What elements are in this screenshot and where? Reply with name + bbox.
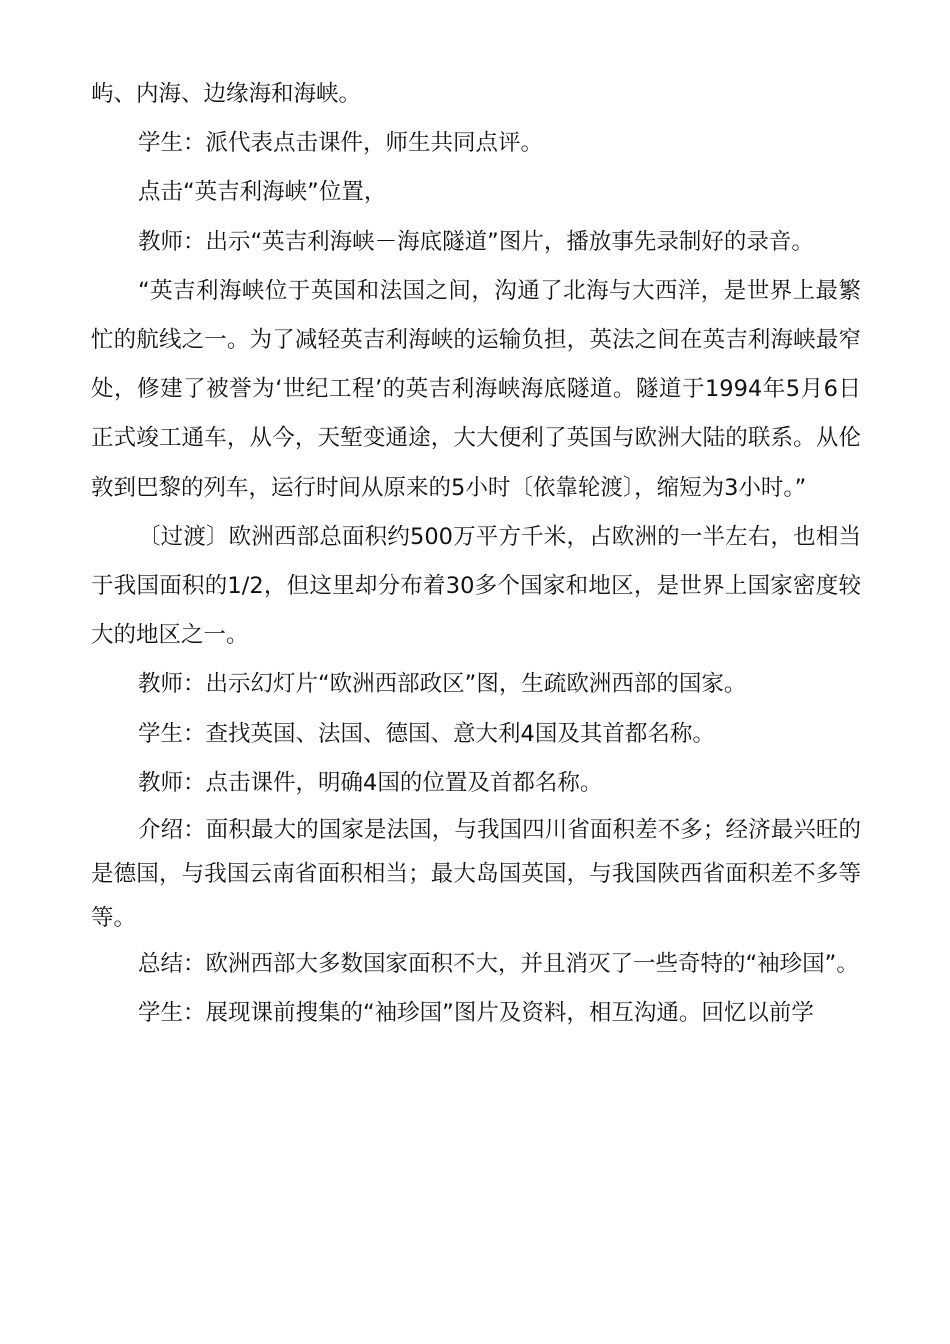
paragraph-3: 点击“英吉利海峡”位置，	[138, 179, 387, 206]
paragraph-5: “英吉利海峡位于英国和法国之间，沟通了北海与大西洋，是世界上最繁忙的航线之一。为了减轻英吉利海峡的运输负担，英法之间在英吉利海峡最窄处，修建了被誉为‘世纪工程’的英吉利海峡海底隧道。隧道于1994年5月6日正式竣工通车，从今，天堑变通途，大大便利了英国与欧洲大陆的联系。从伦敦到巴黎的列车，运行时间从原来的5小时〔依靠轮渡〕，缩短为3小时。”	[91, 277, 861, 501]
document-body	[91, 70, 861, 1038]
paragraph-8: 学生：查找英国、法国、德国、意大利4国及其首都名称。	[138, 720, 715, 747]
paragraph-4: 教师：出示“英吉利海峡－海底隧道”图片，播放事先录制好的录音。	[138, 228, 814, 255]
paragraph-10: 介绍：面积最大的国家是法国，与我国四川省面积差不多；经济最兴旺的是德国，与我国云南省面积相当；最大岛国英国，与我国陕西省面积差不多等等。	[91, 817, 861, 932]
paragraph-6: 〔过渡〕欧洲西部总面积约500万平方千米，占欧洲的一半左右，也相当于我国面积的1/2，但这里却分布着30多个国家和地区，是世界上国家密度较大的地区之一。	[91, 523, 861, 649]
paragraph-2: 学生：派代表点击课件，师生共同点评。	[138, 130, 544, 157]
paragraph-12: 学生：展现课前搜集的“袖珍国”图片及资料，相互沟通。回忆以前学	[138, 1000, 814, 1027]
paragraph-1: 屿、内海、边缘海和海峡。	[91, 81, 362, 107]
paragraph-9: 教师：点击课件，明确4国的位置及首都名称。	[138, 769, 603, 796]
paragraph-7: 教师：出示幻灯片“欧洲西部政区”图，生疏欧洲西部的国家。	[138, 671, 747, 698]
paragraph-11: 总结：欧洲西部大多数国家面积不大，并且消灭了一些奇特的“袖珍国”。	[138, 951, 859, 978]
